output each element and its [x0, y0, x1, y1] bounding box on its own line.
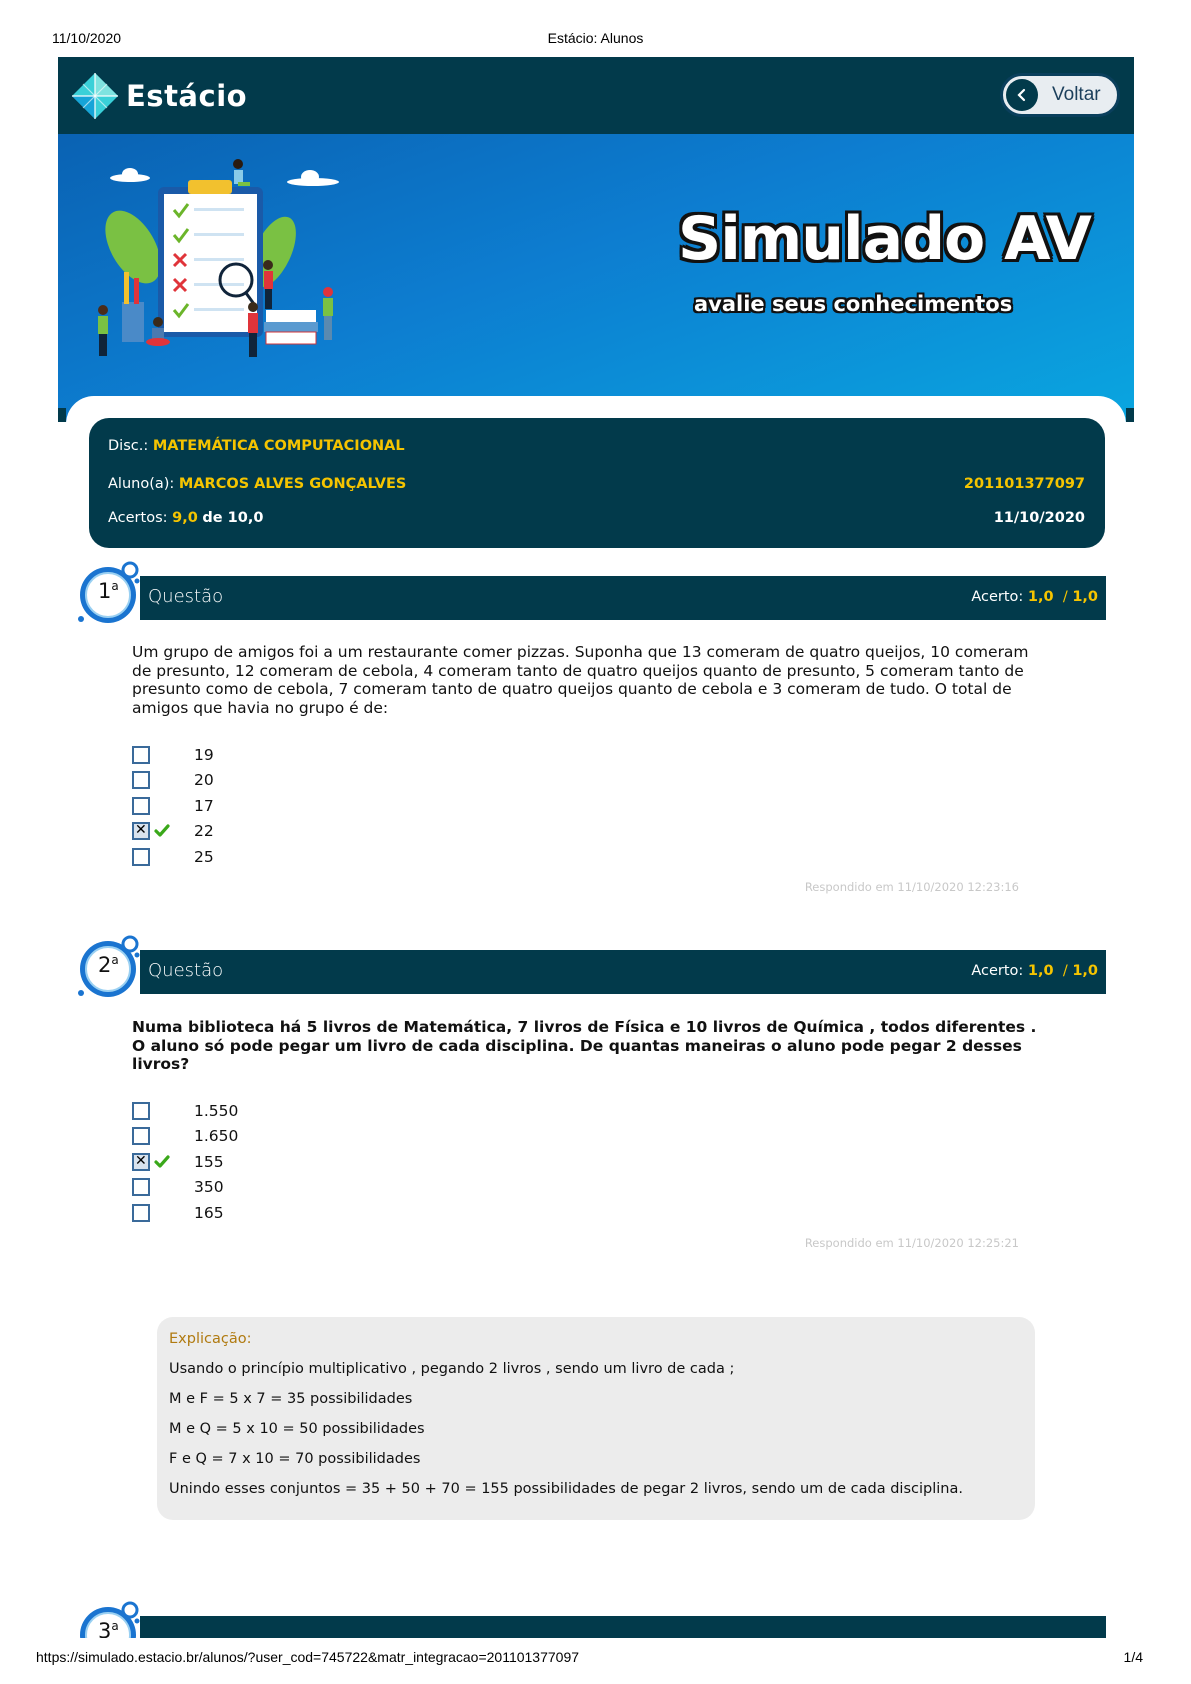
score-value: 1,0	[1027, 963, 1054, 979]
score-value: 1,0	[1027, 589, 1054, 605]
score-value: 9,0	[172, 510, 198, 526]
question-score	[971, 963, 1098, 979]
explanation-line: Unindo esses conjuntos = 35 + 50 + 70 = 155 possibilidades de pegar 2 livros, sendo um de cada disciplina.	[169, 1481, 963, 1497]
answer-option[interactable]: 20	[132, 768, 214, 794]
question-3-header	[140, 1616, 1106, 1638]
score-separator: /	[1062, 963, 1068, 979]
question-2-options	[132, 1098, 238, 1226]
question-2-text: Numa biblioteca há 5 livros de Matemática, 7 livros de Física e 10 livros de Química , todos diferentes . O aluno só pode pegar um livro de cada disciplina. De quantas maneiras o aluno pode pegar 2 desses livros?	[132, 1018, 1037, 1073]
question-number: 1$^a$	[98, 579, 119, 603]
explanation-title: Explicação:	[169, 1331, 252, 1347]
question-1-header	[140, 576, 1106, 620]
banner-subtitle: avalie seus conhecimentos	[694, 292, 1013, 316]
question-number-badge	[78, 562, 142, 626]
discipline-label: Disc.:	[108, 438, 149, 454]
back-button[interactable]	[1000, 73, 1120, 117]
discipline-value: MATEMÁTICA COMPUTACIONAL	[152, 438, 405, 454]
checklist-illustration	[78, 152, 358, 372]
banner-title: Simulado AV	[678, 204, 1091, 274]
banner-edge	[58, 408, 66, 422]
answer-option[interactable]: 1.650	[132, 1124, 238, 1150]
answer-option-selected[interactable]: ✕ 22	[132, 819, 214, 845]
question-number-badge	[78, 1602, 142, 1638]
student-name: MARCOS ALVES GONÇALVES	[178, 476, 407, 492]
answer-option[interactable]: 1.550	[132, 1098, 238, 1124]
checkbox[interactable]	[132, 771, 150, 789]
question-3-clip	[0, 1600, 1191, 1638]
answer-option[interactable]: 165	[132, 1200, 238, 1226]
checkbox[interactable]	[132, 797, 150, 815]
question-title: Questão	[148, 960, 224, 981]
discipline-row	[108, 438, 1085, 454]
print-page-title: Estácio: Alunos	[547, 30, 644, 46]
explanation-line: M e F = 5 x 7 = 35 possibilidades	[169, 1391, 413, 1407]
banner-edge	[1126, 408, 1134, 422]
answered-timestamp: Respondido em 11/10/2020 12:25:21	[804, 1236, 1019, 1250]
answer-option[interactable]: 19	[132, 742, 214, 768]
print-page-number: 1/4	[1123, 1649, 1143, 1665]
top-bar	[58, 57, 1134, 134]
score-label: Acerto:	[971, 589, 1024, 605]
question-number-badge	[78, 936, 142, 1000]
checkbox[interactable]	[132, 848, 150, 866]
question-1-text: Um grupo de amigos foi a um restaurante comer pizzas. Suponha que 13 comeram de quatro queijos, 10 comeram de presunto, 12 comeram de cebola, 4 comeram tanto de quatro queijos quanto de presunto, 5 comeram tanto de presunto como de cebola, 7 comeram tanto de quatro queijos quanto de cebola e 3 comeram de tudo. O total de amigos que havia no grupo é de:	[132, 643, 1029, 717]
hero-banner	[58, 134, 1134, 422]
print-date: 11/10/2020	[52, 30, 122, 46]
exam-date: 11/10/2020	[993, 510, 1085, 526]
back-button-label: Voltar	[1052, 84, 1101, 105]
checkbox-checked[interactable]	[132, 822, 150, 840]
correct-check-icon	[154, 822, 182, 840]
checkbox[interactable]	[132, 1178, 150, 1196]
exam-info-card	[89, 418, 1105, 548]
score-max: 1,0	[1072, 589, 1098, 605]
diamond-logo-icon	[70, 71, 120, 121]
checkbox[interactable]	[132, 746, 150, 764]
explanation-box	[157, 1317, 1035, 1520]
question-2-header	[140, 950, 1106, 994]
logo-text: Estácio	[126, 79, 248, 113]
explanation-line: F e Q = 7 x 10 = 70 possibilidades	[169, 1451, 421, 1467]
checkbox-checked[interactable]	[132, 1153, 150, 1171]
chevron-left-icon	[1006, 79, 1038, 111]
student-row	[108, 476, 1085, 492]
question-number: 3$^a$	[98, 1619, 119, 1638]
score-total: de 10,0	[202, 510, 264, 526]
question-number: 2$^a$	[98, 953, 119, 977]
score-row	[108, 510, 1085, 526]
answer-option-selected[interactable]: ✕ 155	[132, 1149, 238, 1175]
print-url: https://simulado.estacio.br/alunos/?user_cod=745722&matr_integracao=201101377097	[36, 1649, 580, 1665]
answered-timestamp: Respondido em 11/10/2020 12:23:16	[804, 880, 1019, 894]
explanation-line: Usando o princípio multiplicativo , pegando 2 livros , sendo um livro de cada ;	[169, 1361, 735, 1377]
explanation-line: M e Q = 5 x 10 = 50 possibilidades	[169, 1421, 425, 1437]
student-label: Aluno(a):	[108, 476, 175, 492]
correct-check-icon	[154, 1153, 182, 1171]
score-label: Acertos:	[108, 510, 168, 526]
score-separator: /	[1062, 589, 1068, 605]
score-max: 1,0	[1072, 963, 1098, 979]
question-1-options	[132, 742, 214, 870]
checkbox[interactable]	[132, 1102, 150, 1120]
answer-option[interactable]: 25	[132, 844, 214, 870]
question-title: Questão	[148, 586, 224, 607]
checkbox[interactable]	[132, 1204, 150, 1222]
answer-option[interactable]: 17	[132, 793, 214, 819]
estacio-logo[interactable]	[70, 71, 247, 121]
question-score	[971, 589, 1098, 605]
registration-number: 201101377097	[963, 476, 1085, 492]
answer-option[interactable]: 350	[132, 1175, 238, 1201]
checkbox[interactable]	[132, 1127, 150, 1145]
score-label: Acerto:	[971, 963, 1024, 979]
